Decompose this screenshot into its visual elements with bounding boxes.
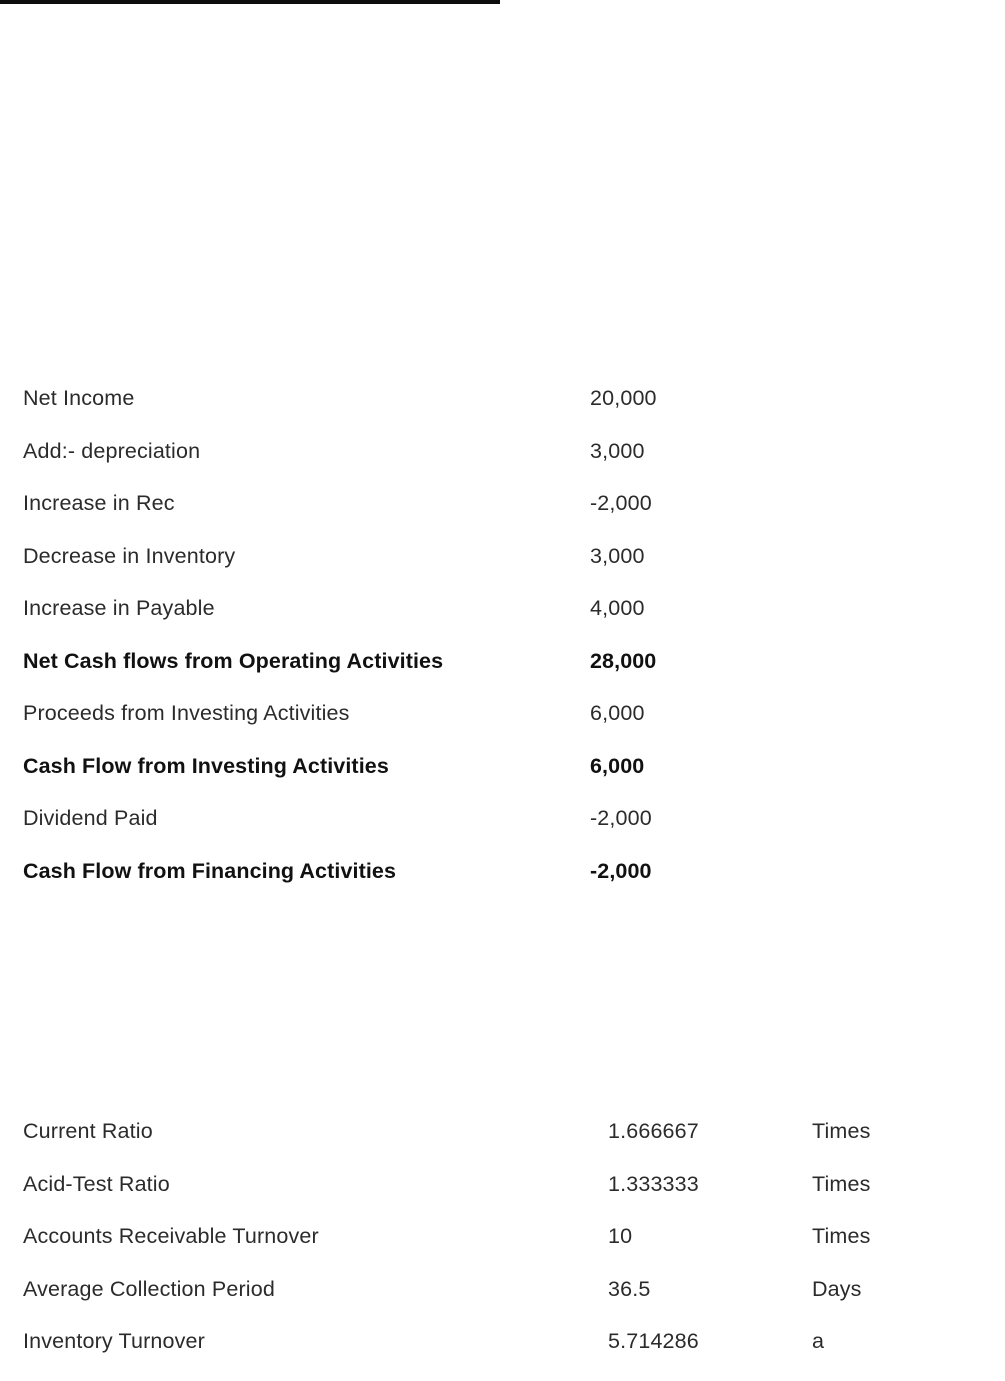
ratio-unit: a (812, 1329, 825, 1353)
cash-flow-line-amount: -2,000 (590, 806, 652, 830)
ratio-row (0, 1263, 1005, 1316)
cash-flow-row (0, 845, 1005, 898)
cash-flow-line-amount: -2,000 (590, 491, 652, 515)
ratio-value: 10 (608, 1224, 633, 1248)
ratio-unit: Times (812, 1224, 871, 1248)
cash-flow-row (0, 530, 1005, 583)
ratio-row (0, 1315, 1005, 1368)
cash-flow-line-amount: -2,000 (590, 858, 652, 883)
cash-flow-line-label: Increase in Payable (23, 596, 215, 620)
cash-flow-row (0, 687, 1005, 740)
ratio-value: 5.714286 (608, 1329, 699, 1353)
header-rule (0, 0, 500, 4)
cash-flow-row (0, 740, 1005, 793)
cash-flow-row (0, 792, 1005, 845)
ratio-unit: Days (812, 1276, 862, 1301)
ratio-unit: Times (812, 1119, 871, 1143)
cash-flow-line-amount: 3,000 (590, 543, 645, 568)
cash-flow-line-amount: 4,000 (590, 596, 645, 620)
ratio-value: 36.5 (608, 1276, 651, 1301)
cash-flow-statement-table (0, 372, 1005, 897)
ratio-unit: Times (812, 1171, 871, 1196)
ratio-label: Average Collection Period (23, 1276, 275, 1301)
cash-flow-line-amount: 3,000 (590, 438, 645, 463)
cash-flow-row (0, 372, 1005, 425)
ratio-value: 1.333333 (608, 1171, 699, 1196)
ratio-label: Current Ratio (23, 1119, 153, 1143)
cash-flow-line-label: Proceeds from Investing Activities (23, 701, 350, 725)
cash-flow-row (0, 582, 1005, 635)
cash-flow-line-amount: 28,000 (590, 648, 657, 673)
financial-ratios-table (0, 1105, 1005, 1368)
ratio-row (0, 1105, 1005, 1158)
ratio-value: 1.666667 (608, 1119, 699, 1143)
cash-flow-line-label: Dividend Paid (23, 806, 158, 830)
ratio-label: Inventory Turnover (23, 1329, 205, 1353)
cash-flow-row (0, 635, 1005, 688)
ratio-label: Accounts Receivable Turnover (23, 1224, 319, 1248)
cash-flow-line-amount: 6,000 (590, 701, 645, 725)
ratio-label: Acid-Test Ratio (23, 1171, 170, 1196)
cash-flow-line-label: Cash Flow from Financing Activities (23, 858, 397, 883)
cash-flow-row (0, 425, 1005, 478)
cash-flow-line-amount: 6,000 (590, 753, 645, 778)
cash-flow-line-label: Cash Flow from Investing Activities (23, 753, 389, 778)
ratio-row (0, 1158, 1005, 1211)
cash-flow-line-label: Net Cash flows from Operating Activities (23, 648, 444, 673)
ratio-row (0, 1210, 1005, 1263)
cash-flow-line-label: Decrease in Inventory (23, 543, 236, 568)
cash-flow-line-label: Add:- depreciation (23, 438, 201, 463)
cash-flow-line-amount: 20,000 (590, 386, 657, 410)
cash-flow-line-label: Net Income (23, 386, 135, 410)
cash-flow-row (0, 477, 1005, 530)
cash-flow-line-label: Increase in Rec (23, 491, 175, 515)
